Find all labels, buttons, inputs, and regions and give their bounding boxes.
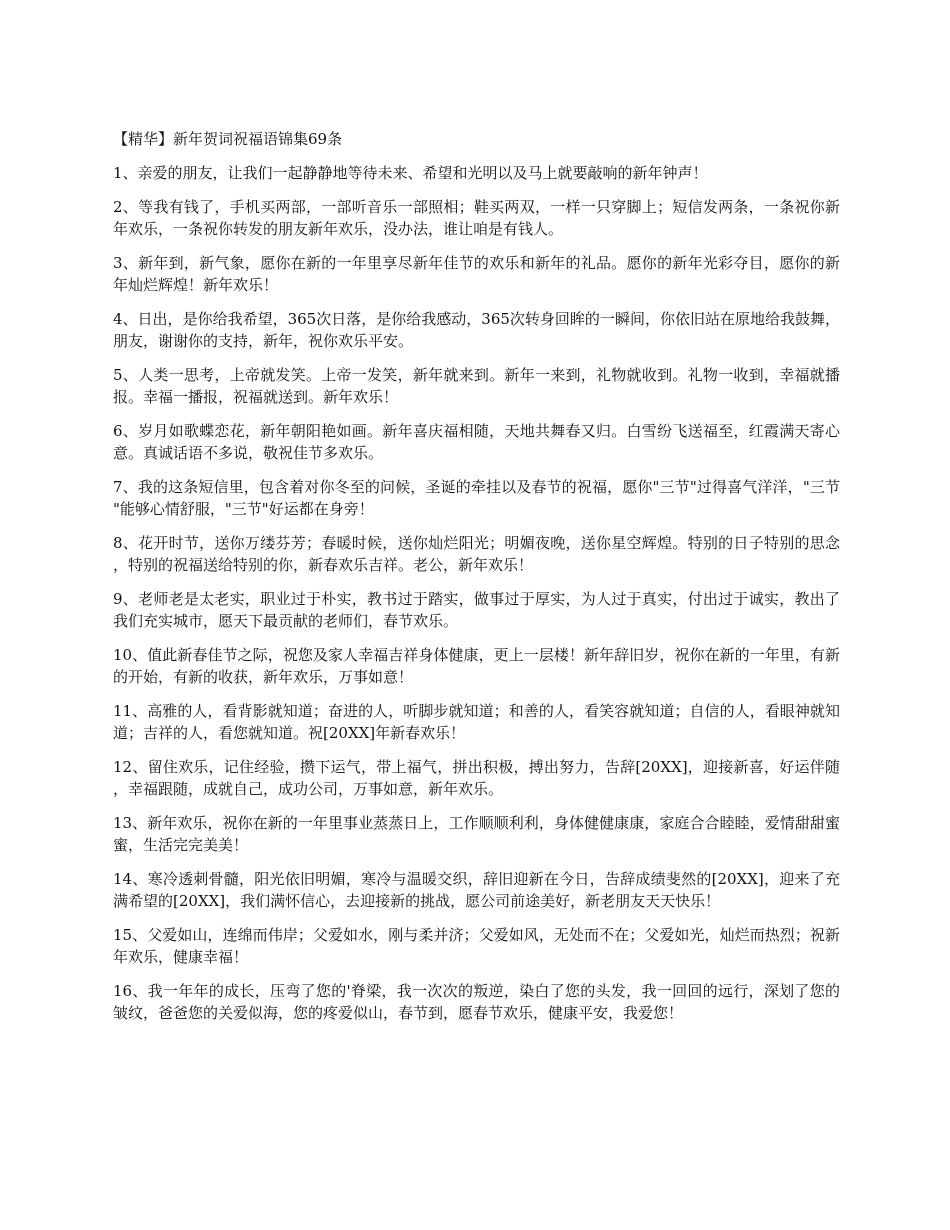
document-body	[113, 128, 840, 1036]
paragraph-14: 14、寒冷透刺骨髓，阳光依旧明媚，寒冷与温暖交织，辞旧迎新在今日，告辞成绩斐然的[20XX]，迎来了充满希望的[20XX]，我们满怀信心，去迎接新的挑战，愿公司前途美好，新老朋友天天快乐！	[113, 870, 840, 910]
paragraph-4: 4、日出，是你给我希望，365次日落，是你给我感动，365次转身回眸的一瞬间，你依旧站在原地给我鼓舞，朋友，谢谢你的支持，新年，祝你欢乐平安。	[113, 310, 840, 350]
paragraph-9: 9、老师老是太老实，职业过于朴实，教书过于踏实，做事过于厚实，为人过于真实，付出过于诚实，教出了我们充实城市，愿天下最贡献的老师们，春节欢乐。	[113, 590, 840, 630]
document-title: 【精华】新年贺词祝福语锦集69条	[113, 130, 343, 148]
paragraph-13: 13、新年欢乐，祝你在新的一年里事业蒸蒸日上，工作顺顺利利，身体健健康康，家庭合合睦睦，爱情甜甜蜜蜜，生活完完美美！	[113, 814, 840, 854]
paragraph-12: 12、留住欢乐，记住经验，攒下运气，带上福气，拼出积极，搏出努力，告辞[20XX]，迎接新喜，好运伴随，幸福跟随，成就自己，成功公司，万事如意，新年欢乐。	[113, 758, 840, 798]
paragraph-2: 2、等我有钱了，手机买两部，一部听音乐一部照相；鞋买两双，一样一只穿脚上；短信发两条，一条祝你新年欢乐，一条祝你转发的朋友新年欢乐，没办法，谁让咱是有钱人。	[113, 198, 840, 238]
paragraph-5: 5、人类一思考，上帝就发笑。上帝一发笑，新年就来到。新年一来到，礼物就收到。礼物一收到，幸福就播报。幸福一播报，祝福就送到。新年欢乐！	[113, 366, 840, 406]
paragraph-10: 10、值此新春佳节之际，祝您及家人幸福吉祥身体健康，更上一层楼！新年辞旧岁，祝你在新的一年里，有新的开始，有新的收获，新年欢乐，万事如意！	[113, 646, 840, 686]
paragraph-7: 7、我的这条短信里，包含着对你冬至的问候，圣诞的牵挂以及春节的祝福，愿你"三节"过得喜气洋洋，"三节"能够心情舒服，"三节"好运都在身旁！	[113, 478, 840, 518]
paragraph-16: 16、我一年年的成长，压弯了您的'脊梁，我一次次的叛逆，染白了您的头发，我一回回的远行，深划了您的皱纹，爸爸您的关爱似海，您的疼爱似山，春节到，愿春节欢乐，健康平安，我爱您！	[113, 982, 840, 1022]
paragraph-1: 1、亲爱的朋友，让我们一起静静地等待未来、希望和光明以及马上就要敲响的新年钟声！	[113, 164, 708, 182]
paragraph-11: 11、高雅的人，看背影就知道；奋进的人，听脚步就知道；和善的人，看笑容就知道；自信的人，看眼神就知道；吉祥的人，看您就知道。祝[20XX]年新春欢乐！	[113, 702, 840, 742]
paragraph-8: 8、花开时节，送你万缕芬芳；春暖时候，送你灿烂阳光；明媚夜晚，送你星空辉煌。特别的日子特别的思念，特别的祝福送给特别的你，新春欢乐吉祥。老公，新年欢乐！	[113, 534, 840, 574]
paragraph-6: 6、岁月如歌蝶恋花，新年朝阳艳如画。新年喜庆福相随，天地共舞春又归。白雪纷飞送福至，红霞满天寄心意。真诚话语不多说，敬祝佳节多欢乐。	[113, 422, 840, 462]
paragraph-3: 3、新年到，新气象，愿你在新的一年里享尽新年佳节的欢乐和新年的礼品。愿你的新年光彩夺目，愿你的新年灿烂辉煌！新年欢乐！	[113, 254, 840, 294]
paragraph-15: 15、父爱如山，连绵而伟岸；父爱如水，刚与柔并济；父爱如风，无处而不在；父爱如光，灿烂而热烈；祝新年欢乐，健康幸福！	[113, 926, 840, 966]
